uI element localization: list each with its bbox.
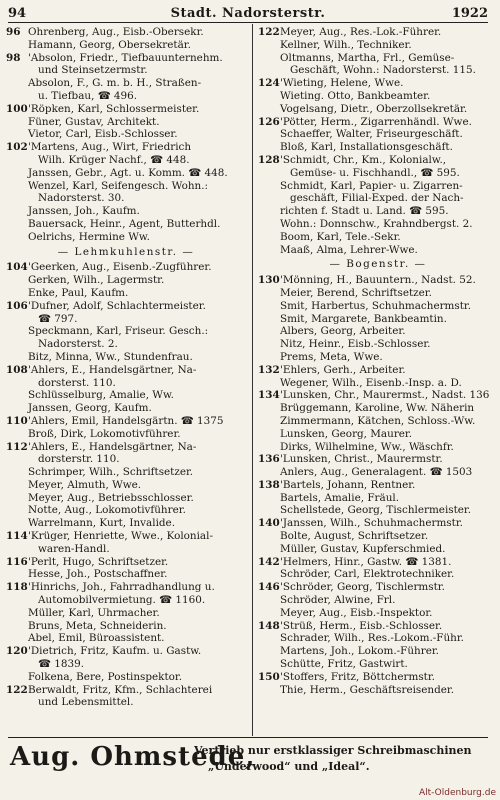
directory-entry <box>6 364 246 390</box>
resident-text: Folkena, Bere, Postinspektor. <box>28 670 183 683</box>
directory-entry <box>258 428 498 441</box>
directory-entry <box>258 517 498 530</box>
directory-entry <box>6 351 246 364</box>
directory-entry <box>6 645 246 671</box>
house-number: 110 <box>6 414 28 427</box>
directory-entry <box>6 620 246 633</box>
directory-entry <box>6 39 246 52</box>
resident-text: Warrelmann, Kurt, Invalide. <box>28 517 176 530</box>
resident-text: Meyer, Aug., Eisb.-Inspektor. <box>280 606 433 619</box>
resident-text-continuation: Nadorsterst. 2. <box>38 338 118 351</box>
directory-entry <box>258 632 498 645</box>
resident-text: 'Dietrich, Fritz, Kaufm. u. Gastw. <box>28 645 202 658</box>
section-heading-lehmkuhlenstr: — Lehmkuhlenstr. — <box>57 245 195 258</box>
resident-text-continuation: Nadorsterst. 30. <box>38 192 125 205</box>
resident-text: Berwaldt, Fritz, Kfm., Schlachterei <box>28 683 213 696</box>
resident-text: Wohn.: Donnschw., Krahndbergst. 2. <box>280 217 473 230</box>
directory-entry <box>258 39 498 52</box>
directory-entry <box>258 141 498 154</box>
resident-text-continuation: geschäft, Filial-Exped. der Nach- <box>290 192 464 205</box>
directory-entry <box>6 274 246 287</box>
resident-text: 'Schröder, Georg, Tischlermstr. <box>280 581 445 594</box>
directory-entry <box>258 684 498 697</box>
resident-text: 'Lunsken, Christ., Maurermstr. <box>280 453 443 466</box>
resident-text: Gerken, Wilh., Lagermstr. <box>28 274 165 287</box>
directory-entry <box>258 377 498 390</box>
house-number: 124 <box>258 77 280 90</box>
directory-entry <box>258 441 498 454</box>
directory-entry <box>258 218 498 231</box>
right-column <box>258 26 498 734</box>
directory-entry <box>6 205 246 218</box>
house-number: 130 <box>258 274 280 287</box>
resident-text-continuation: und Steinsetzermstr. <box>38 64 148 77</box>
directory-entry <box>258 26 498 39</box>
resident-text-continuation: Wilh. Krüger Nachf., ☎ 448. <box>38 153 190 166</box>
resident-text: Schröder, Alwine, Frl. <box>280 594 396 607</box>
resident-text: 'Mönning, H., Bauuntern., Nadst. 52. <box>280 274 476 287</box>
resident-text: 'Schmidt, Chr., Km., Kolonialw., <box>280 153 447 166</box>
resident-text-continuation: dorsterstr. 110. <box>38 453 120 466</box>
directory-entry <box>258 103 498 116</box>
directory-entry <box>258 180 498 206</box>
house-number: 142 <box>258 555 280 568</box>
resident-text: Hamann, Georg, Obersekretär. <box>28 38 191 51</box>
directory-entry <box>6 568 246 581</box>
advert-products: „Underwood“ und „Ideal“. <box>208 760 370 773</box>
resident-text: 'Krüger, Henriette, Wwe., Kolonial- <box>28 530 213 543</box>
resident-text: Notte, Aug., Lokomotivführer. <box>28 504 186 517</box>
directory-entry <box>6 26 246 39</box>
house-number: 112 <box>6 440 28 453</box>
directory-entry <box>258 607 498 620</box>
directory-entry <box>6 128 246 141</box>
directory-entry <box>258 389 498 402</box>
resident-text: Nitz, Heinr., Eisb.-Schlosser. <box>280 338 431 351</box>
directory-entry <box>6 504 246 517</box>
resident-text: Schmidt, Karl, Papier- u. Zigarren- <box>280 179 463 192</box>
resident-text: 'Wieting, Helene, Wwe. <box>280 77 404 90</box>
directory-entry <box>6 77 246 103</box>
resident-text: 'Hinrichs, Joh., Fahrradhandlung u. <box>28 581 215 594</box>
directory-entry <box>6 479 246 492</box>
house-number: 138 <box>258 478 280 491</box>
resident-text: 'Perlt, Hugo, Schriftsetzer. <box>28 555 169 568</box>
directory-entry <box>258 364 498 377</box>
left-column <box>6 26 246 734</box>
directory-entry <box>258 300 498 313</box>
directory-entry <box>258 620 498 633</box>
resident-text: Wieting. Otto, Bankbeamter. <box>280 89 431 102</box>
house-number: 122 <box>6 683 28 696</box>
resident-text: 'Dufner, Adolf, Schlachtermeister. <box>28 299 206 312</box>
directory-entry <box>258 338 498 351</box>
directory-entry <box>258 402 498 415</box>
resident-text: Schaeffer, Walter, Friseurgeschäft. <box>280 128 463 141</box>
directory-entry <box>6 180 246 206</box>
resident-text: Prems, Meta, Wwe. <box>280 350 383 363</box>
house-number: 128 <box>258 153 280 166</box>
resident-text: Schrader, Wilh., Res.-Lokom.-Führ. <box>280 632 464 645</box>
directory-entry <box>6 607 246 620</box>
resident-text: Janssen, Georg, Kaufm. <box>28 402 152 415</box>
house-number: 104 <box>6 261 28 274</box>
directory-entry <box>6 530 246 556</box>
directory-entry <box>258 466 498 479</box>
resident-text: Vogelsang, Dietr., Oberzollsekretär. <box>280 102 468 115</box>
resident-text-continuation: und Lebensmittel. <box>38 696 134 709</box>
right-entries-block-1 <box>258 26 498 256</box>
resident-text: Abel, Emil, Büroassistent. <box>28 632 165 645</box>
resident-text: Enke, Paul, Kaufm. <box>28 286 129 299</box>
resident-text: Anlers, Aug., Generalagent. ☎ 1503 <box>280 466 473 479</box>
directory-entry <box>258 287 498 300</box>
directory-entry <box>258 313 498 326</box>
house-number: 122 <box>258 26 280 38</box>
resident-text: Meyer, Aug., Res.-Lok.-Führer. <box>280 26 442 38</box>
directory-entry <box>258 504 498 517</box>
resident-text: Oltmanns, Martha, Frl., Gemüse- <box>280 51 455 64</box>
resident-text: 'Stoffers, Fritz, Böttchermstr. <box>280 670 435 683</box>
directory-entry <box>6 103 246 116</box>
resident-text-continuation: Geschäft, Wohn.: Nadorsterst. 115. <box>290 64 476 77</box>
left-entries-block-2 <box>6 261 246 709</box>
directory-entry <box>6 116 246 129</box>
resident-text: 'Janssen, Wilh., Schuhmachermstr. <box>280 517 463 530</box>
directory-entry <box>6 402 246 415</box>
resident-text: 'Helmers, Hinr., Gastw. ☎ 1381. <box>280 555 452 568</box>
resident-text: Boom, Karl, Tele.-Sekr. <box>280 230 401 243</box>
resident-text: 'Martens, Aug., Wirt, Friedrich <box>28 141 192 154</box>
resident-text: Janssen, Gebr., Agt. u. Komm. ☎ 448. <box>28 166 228 179</box>
directory-entry <box>258 77 498 90</box>
house-number: 132 <box>258 363 280 376</box>
resident-text: Wegener, Wilh., Eisenb.-Insp. a. D. <box>280 376 462 389</box>
watermark: Alt-Oldenburg.de <box>418 788 496 798</box>
resident-text: Zimmermann, Kätchen, Schloss.-Ww. <box>280 414 476 427</box>
directory-entry <box>258 116 498 129</box>
house-number: 134 <box>258 389 280 402</box>
resident-text-continuation: dorsterst. 110. <box>38 376 116 389</box>
house-number: 150 <box>258 670 280 683</box>
page-number-left: 94 <box>8 6 27 21</box>
directory-entry <box>258 645 498 658</box>
resident-text: Oelrichs, Hermine Ww. <box>28 230 150 243</box>
resident-text: 'Ahlers, E., Handelsgärtner, Na- <box>28 363 197 376</box>
house-number: 98 <box>6 51 21 64</box>
house-number: 106 <box>6 299 28 312</box>
house-number: 148 <box>258 619 280 632</box>
directory-entry <box>258 154 498 180</box>
resident-text: Dirks, Wilhelmine, Ww., Wäschfr. <box>280 440 454 453</box>
resident-text: Thie, Herm., Geschäftsreisender. <box>280 683 455 696</box>
resident-text: Bauersack, Heinr., Agent, Butterhdl. <box>28 217 221 230</box>
resident-text: Müller, Gustav, Kupferschmied. <box>280 542 446 555</box>
resident-text: Bitz, Minna, Ww., Stundenfrau. <box>28 350 193 363</box>
directory-entry <box>6 52 246 78</box>
directory-entry <box>258 90 498 103</box>
directory-entry <box>258 568 498 581</box>
directory-entry <box>6 632 246 645</box>
resident-text: Meyer, Almuth, Wwe. <box>28 478 142 491</box>
directory-entry <box>6 428 246 441</box>
house-number: 126 <box>258 115 280 128</box>
section-heading-bogenstr: — Bogenstr. — <box>329 258 427 271</box>
house-number: 136 <box>258 453 280 466</box>
house-number: 146 <box>258 581 280 594</box>
directory-entry <box>258 244 498 257</box>
resident-text: Bruns, Meta, Schneiderin. <box>28 619 167 632</box>
resident-text: Bolte, August, Schriftsetzer. <box>280 530 429 543</box>
directory-entry <box>258 128 498 141</box>
resident-text: 'Ehlers, Gerh., Arbeiter. <box>280 363 406 376</box>
directory-entry <box>6 671 246 684</box>
resident-text: 'Strüß, Herm., Eisb.-Schlosser. <box>280 619 443 632</box>
resident-text: Smit, Margarete, Bankbeamtin. <box>280 312 447 325</box>
resident-text: Maaß, Alma, Lehrer-Wwe. <box>280 243 418 256</box>
directory-entry <box>6 517 246 530</box>
resident-text: Ohrenberg, Aug., Eisb.-Obersekr. <box>28 26 204 38</box>
directory-entry <box>258 658 498 671</box>
house-number: 114 <box>6 530 28 543</box>
directory-entry <box>6 325 246 351</box>
resident-text: Smit, Harbertus, Schuhmachermstr. <box>280 299 472 312</box>
resident-text: Martens, Joh., Lokom.-Führer. <box>280 645 439 658</box>
resident-text: Meyer, Aug., Betriebsschlosser. <box>28 491 194 504</box>
house-number: 120 <box>6 645 28 658</box>
directory-entry <box>6 167 246 180</box>
resident-text: Müller, Karl, Uhrmacher. <box>28 606 160 619</box>
house-number: 140 <box>258 517 280 530</box>
directory-entry <box>6 556 246 569</box>
directory-entry <box>258 231 498 244</box>
advert-company-name: Aug. Ohmstede, <box>10 742 256 772</box>
directory-entry <box>258 530 498 543</box>
directory-entry <box>258 274 498 287</box>
house-number: 118 <box>6 581 28 594</box>
resident-text: Schütte, Fritz, Gastwirt. <box>280 658 408 671</box>
house-number: 108 <box>6 363 28 376</box>
house-number: 100 <box>6 102 28 115</box>
resident-text: richten f. Stadt u. Land. ☎ 595. <box>280 205 449 218</box>
left-entries-block-1 <box>6 26 246 244</box>
directory-entry <box>258 594 498 607</box>
resident-text: Füner, Gustav, Architekt. <box>28 115 160 128</box>
directory-entry <box>258 325 498 338</box>
page-title: Stadt. Nadorsterstr. <box>170 6 326 21</box>
directory-entry <box>258 351 498 364</box>
resident-text: 'Röpken, Karl, Schlossermeister. <box>28 102 200 115</box>
resident-text: Schlüsselburg, Amalie, Ww. <box>28 389 174 402</box>
resident-text: Lunsken, Georg, Maurer. <box>280 427 413 440</box>
directory-entry <box>258 415 498 428</box>
directory-entry <box>6 389 246 402</box>
column-divider <box>252 24 253 736</box>
directory-entry <box>6 684 246 710</box>
directory-entry <box>258 556 498 569</box>
directory-entry <box>6 300 246 326</box>
resident-text: Schrimper, Wilh., Schriftsetzer. <box>28 466 194 479</box>
resident-text: Bloß, Karl, Installationsgeschäft. <box>280 141 453 154</box>
house-number: 102 <box>6 141 28 154</box>
resident-text: 'Lunsken, Chr., Maurermst., Nadst. 136 <box>280 389 490 402</box>
resident-text: Albers, Georg, Arbeiter. <box>280 325 406 338</box>
resident-text: Broß, Dirk, Lokomotivführer. <box>28 427 181 440</box>
house-number: 116 <box>6 555 28 568</box>
resident-text: Absolon, F., G. m. b. H., Straßen- <box>28 77 202 90</box>
resident-text: 'Bartels, Johann, Rentner. <box>280 478 416 491</box>
directory-entry <box>258 479 498 492</box>
resident-text: Wenzel, Karl, Seifengesch. Wohn.: <box>28 179 209 192</box>
resident-text: 'Ahlers, Emil, Handelsgärtn. ☎ 1375 <box>28 414 224 427</box>
resident-text: Janssen, Joh., Kaufm. <box>28 205 140 218</box>
header-rule <box>8 22 488 23</box>
resident-text: Speckmann, Karl, Friseur. Gesch.: <box>28 325 209 338</box>
resident-text: 'Pötter, Herm., Zigarrenhändl. Wwe. <box>280 115 472 128</box>
resident-text-continuation: ☎ 797. <box>38 312 78 325</box>
directory-entry <box>258 543 498 556</box>
resident-text: Kellner, Wilh., Techniker. <box>280 38 412 51</box>
advert-rule <box>8 737 488 738</box>
house-number: 96 <box>6 26 21 38</box>
directory-entry <box>258 453 498 466</box>
resident-text: Bartels, Amalie, Fräul. <box>280 491 400 504</box>
directory-entry <box>258 581 498 594</box>
resident-text-continuation: ☎ 1839. <box>38 658 84 671</box>
resident-text: 'Absolon, Friedr., Tiefbauunternehm. <box>28 51 223 64</box>
resident-text-continuation: Automobilvermietung. ☎ 1160. <box>38 594 206 607</box>
directory-entry <box>6 581 246 607</box>
directory-entry <box>258 52 498 78</box>
resident-text: Meier, Berend, Schriftsetzer. <box>280 286 432 299</box>
directory-entry <box>258 492 498 505</box>
resident-text: Brüggemann, Karoline, Ww. Näherin <box>280 402 475 415</box>
directory-entry <box>6 466 246 479</box>
resident-text-continuation: Gemüse- u. Fischhandl., ☎ 595. <box>290 166 460 179</box>
resident-text: 'Geerken, Aug., Eisenb.-Zugführer. <box>28 261 212 274</box>
directory-entry <box>258 671 498 684</box>
resident-text-continuation: waren-Handl. <box>38 542 110 555</box>
right-entries-block-2 <box>258 274 498 696</box>
year-label: 1922 <box>451 6 488 21</box>
resident-text: Schellstede, Georg, Tischlermeister. <box>280 504 472 517</box>
directory-entry <box>6 415 246 428</box>
resident-text: 'Ahlers, E., Handelsgärtner, Na- <box>28 440 197 453</box>
directory-entry <box>258 205 498 218</box>
directory-entry <box>6 218 246 231</box>
directory-entry <box>6 261 246 274</box>
directory-entry <box>6 141 246 167</box>
page-header <box>8 6 488 22</box>
resident-text: Hesse, Joh., Postschaffner. <box>28 568 168 581</box>
resident-text-continuation: u. Tiefbau, ☎ 496. <box>38 89 138 102</box>
resident-text: Vietor, Carl, Eisb.-Schlosser. <box>28 128 178 141</box>
advert-tagline: Vertrieb nur erstklassiger Schreibmaschinen <box>194 744 472 757</box>
directory-entry <box>6 441 246 467</box>
directory-entry <box>6 231 246 244</box>
directory-entry <box>6 492 246 505</box>
resident-text: Schröder, Carl, Elektrotechniker. <box>280 568 455 581</box>
directory-entry <box>6 287 246 300</box>
